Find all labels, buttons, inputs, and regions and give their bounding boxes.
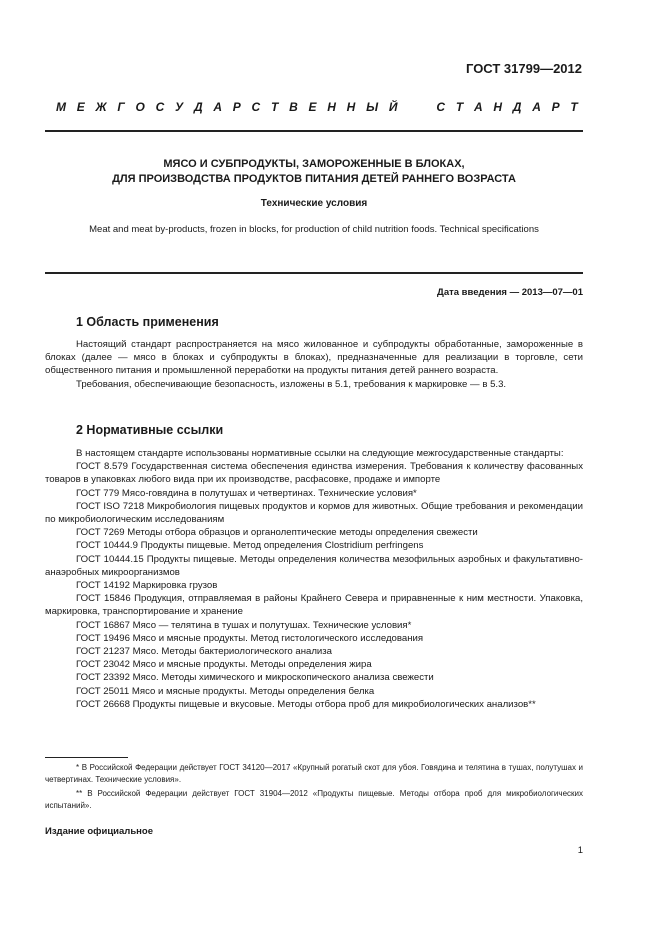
reference-item: ГОСТ ISO 7218 Микробиология пищевых продуктов и кормов для животных. Общие требования и рекомендации по микробиологическим исследованиям [45, 500, 583, 526]
page-number: 1 [577, 845, 583, 856]
reference-item: ГОСТ 23042 Мясо и мясные продукты. Методы определения жира [76, 659, 372, 671]
introduction-date: Дата введения — 2013—07—01 [437, 287, 583, 298]
section-1-body: Настоящий стандарт распространяется на мясо жилованное и субпродукты обработанные, замороженные в блоках (далее — мясо в блоках и субпродукты в блоках), предназначенные для реализации в торговле, сети общественного питания и промышленной переработки на продукты питания детей раннего возраста. Требования, обеспечивающие безопасность, изложены в 5.1, требования к маркировке — в 5.3. [45, 339, 583, 390]
official-edition-label: Издание официальное [45, 826, 153, 837]
reference-item: ГОСТ 26668 Продукты пищевые и вкусовые. Методы отбора проб для микробиологических анализов** [76, 698, 536, 710]
document-subtitle: Технические условия [260, 198, 368, 209]
gost-number: ГОСТ 31799—2012 [466, 61, 582, 76]
reference-item: ГОСТ 15846 Продукция, отправляемая в районы Крайнего Севера и приравненные к ним местности. Упаковка, маркировка, транспортирование и хранение [45, 593, 583, 618]
reference-item: ГОСТ 779 Мясо-говядина в полутушах и четвертинах. Технические условия* [76, 487, 417, 499]
reference-item: ГОСТ 10444.9 Продукты пищевые. Метод определения Clostridium perfringens [76, 540, 424, 552]
reference-item: ГОСТ 25011 Мясо и мясные продукты. Методы определения белка [76, 685, 375, 697]
reference-item: ГОСТ 10444.15 Продукты пищевые. Методы определения количества мезофильных аэробных и факультативно-анаэробных микроорганизмов [45, 553, 583, 578]
footnote: * В Российской Федерации действует ГОСТ 34120—2017 «Крупный рогатый скот для убоя. Говядина и телятина в тушах, полутушах и четвертинах. Технические условия». [45, 763, 583, 784]
reference-item: ГОСТ 14192 Маркировка грузов [76, 580, 218, 592]
interstate-standard-banner: М Е Ж Г О С У Д А Р С Т В Е Н Н Ы Й С Т А Н Д А Р Т [56, 100, 578, 114]
section-1-heading: 1 Область применения [76, 315, 219, 329]
top-rule [45, 130, 583, 132]
section-2-heading: 2 Нормативные ссылки [76, 423, 224, 437]
reference-item: ГОСТ 19496 Мясо и мясные продукты. Метод гистологического исследования [76, 632, 424, 644]
middle-rule [45, 272, 583, 274]
footnotes [45, 762, 583, 814]
footnote: ** В Российской Федерации действует ГОСТ 31904—2012 «Продукты пищевые. Методы отбора проб для микробиологических испытаний». [45, 789, 583, 810]
footnote-divider [45, 757, 128, 758]
reference-item: ГОСТ 8.579 Государственная система обеспечения единства измерения. Требования к количеству фасованных товаров в упаковках любого вида при их производстве, расфасовке, продаже и импорте [45, 461, 583, 486]
reference-item: ГОСТ 23392 Мясо. Методы химического и микроскопического анализа свежести [76, 672, 434, 684]
section-2-body: В настоящем стандарте использованы нормативные ссылки на следующие межгосударственные стандарты: ГОСТ 8.579 Государственная система обеспечения единства измерения. Требования к количеству фасованных товаров в упаковках любого вида при их производстве, расфасовке, продаже и импорте ГОСТ 779 Мясо-говядина в полутушах и четвертинах. Технические условия* ГОСТ ISO 7218 Микробиология пищевых продуктов и кормов для животных. Общие требования и рекомендации по микробиологическим исследованиям ГОСТ 7269 Методы отбора образцов и органолептические методы определения свежести ГОСТ 10444.9 Продукты пищевые. Метод определения Clostridium perfringens ГОСТ 10444.15 Продукты пищевые. Методы определения количества мезофильных аэробных и факультативно-анаэробных микроорганизмов ГОСТ 14192 Маркировка грузов ГОСТ 15846 Продукция, отправляемая в районы Крайнего Севера и приравненные к ним местности. Упаковка, маркировка, транспортирование и хранение ГОСТ 16867 Мясо — телятина в тушах и полутушах. Технические условия* ГОСТ 19496 Мясо и мясные продукты. Метод гистологического исследования ГОСТ 21237 Мясо. Методы бактериологического анализа ГОСТ 23042 Мясо и мясные продукты. Методы определения жира ГОСТ 23392 Мясо. Методы химического и микроскопического анализа свежести ГОСТ 25011 Мясо и мясные продукты. Методы определения белка ГОСТ 26668 Продукты пищевые и вкусовые. Методы отбора проб для микробиологических анализов** [45, 448, 583, 710]
document-title: МЯСО И СУБПРОДУКТЫ, ЗАМОРОЖЕННЫЕ В БЛОКАХ, ДЛЯ ПРОИЗВОДСТВА ПРОДУКТОВ ПИТАНИЯ ДЕТЕЙ РАННЕГО ВОЗРАСТА [112, 158, 516, 185]
english-title: Meat and meat by-products, frozen in blocks, for production of child nutrition foods. Technical specifications [89, 224, 539, 235]
reference-item: ГОСТ 21237 Мясо. Методы бактериологического анализа [76, 646, 333, 658]
reference-item: ГОСТ 7269 Методы отбора образцов и органолептические методы определения свежести [76, 527, 478, 539]
reference-item: ГОСТ 16867 Мясо — телятина в тушах и полутушах. Технические условия* [76, 619, 412, 631]
